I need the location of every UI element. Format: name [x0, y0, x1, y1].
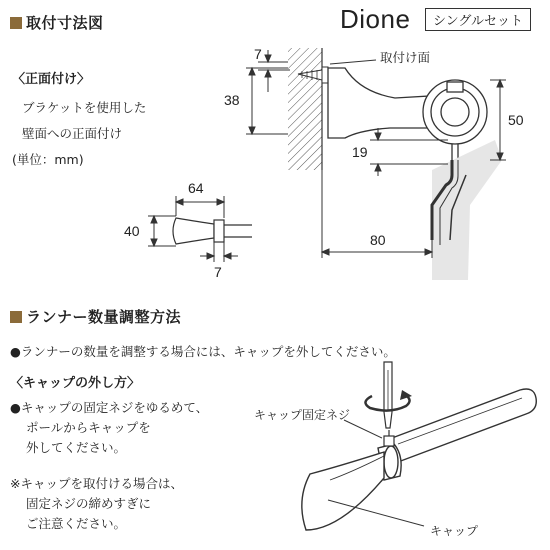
- front-mount-desc-2: 壁面への正面付け: [22, 126, 123, 141]
- dim-64: [176, 196, 224, 218]
- brand-name: Dione: [340, 4, 411, 34]
- dim-7-top: [258, 50, 290, 92]
- dim-40: [148, 216, 176, 246]
- curtain-shape: [432, 140, 502, 280]
- unit-label: (単位：mm): [12, 152, 84, 167]
- front-mount-title: 〈正面付け〉: [12, 72, 91, 87]
- cap-removal-title: 〈キャップの外し方〉: [10, 376, 141, 391]
- mount-surface-leader: [330, 60, 376, 64]
- cap-body: [302, 452, 384, 530]
- dim-38-label: 38: [224, 92, 240, 108]
- runner-instruction: ●ランナーの数量を調整する場合には、キャップを外してください。: [10, 344, 396, 359]
- cap-removal-step-3: 外してください。: [26, 440, 127, 455]
- note-line-1: ※キャップを取付ける場合は、: [10, 476, 183, 491]
- cap-removal-step-2: ポールからキャップを: [26, 420, 151, 435]
- section2-title: ランナー数量調整方法: [26, 308, 182, 326]
- section2-heading: [10, 306, 181, 327]
- dim-38: [246, 68, 288, 134]
- bracket-ring: [423, 80, 487, 160]
- dim-7-top-label: 7: [254, 46, 262, 62]
- screwdriver-icon: [384, 362, 392, 428]
- bracket-arm: [328, 68, 430, 138]
- note-line-2: 固定ネジの締めすぎに: [26, 496, 152, 511]
- dim-80-label: 80: [370, 232, 386, 248]
- cap-dim-7-label: 7: [214, 264, 222, 280]
- mount-surface-label: 取付け面: [380, 50, 431, 65]
- model-label: シングルセット: [425, 8, 531, 31]
- cap-dim-64-label: 64: [188, 180, 204, 196]
- cap-drawing: [173, 218, 252, 244]
- cap-label: キャップ: [430, 524, 479, 538]
- cap-dim-40-label: 40: [124, 223, 140, 239]
- wall-section: [288, 48, 322, 170]
- note-line-3: ご注意ください。: [26, 516, 127, 531]
- pole-illustration: [392, 389, 536, 462]
- section-square-icon: [10, 311, 22, 323]
- dim-7-cap: [200, 242, 238, 262]
- cap-screw-icon: [384, 430, 394, 446]
- cap-screw-label: キャップ固定ネジ: [254, 408, 351, 422]
- dim-19-label: 19: [352, 144, 368, 160]
- front-mount-desc-1: ブラケットを使用した: [22, 100, 147, 115]
- section1-title: 取付寸法図: [26, 14, 104, 32]
- cap-removal-step-1: ●キャップの固定ネジをゆるめて、: [10, 400, 209, 415]
- dim-50-label: 50: [508, 112, 524, 128]
